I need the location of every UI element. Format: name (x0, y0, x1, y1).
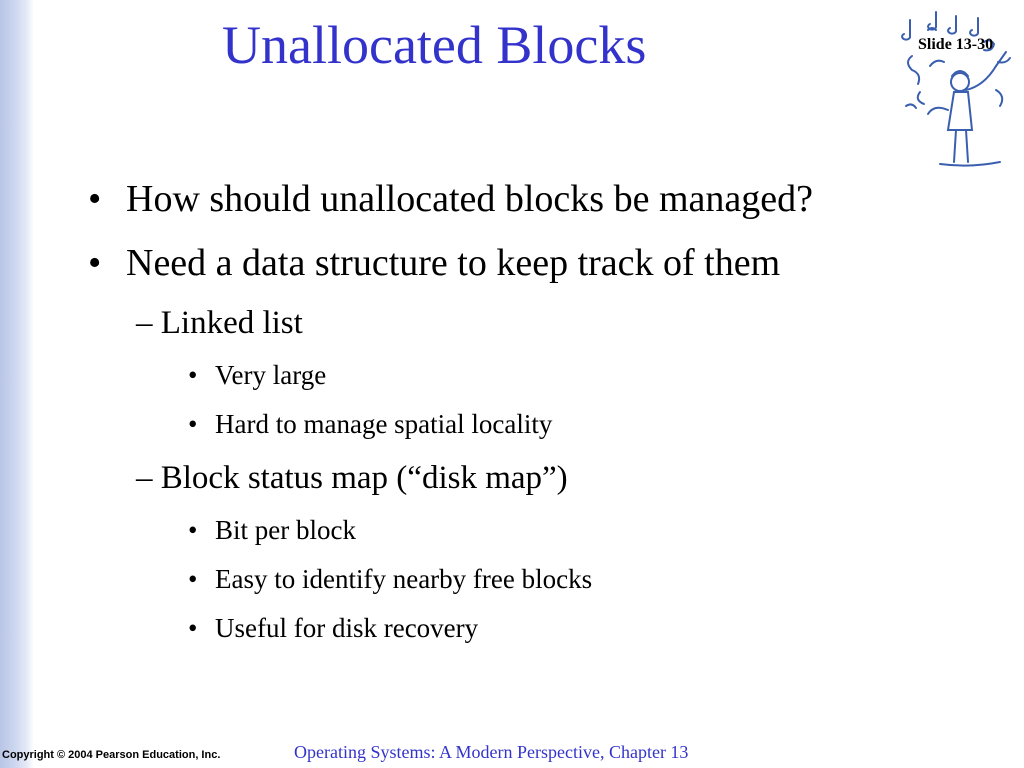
bullet-marker: • (188, 409, 198, 439)
bullet-text: Need a data structure to keep track of them (126, 242, 781, 284)
bullet-text: Very large (215, 360, 327, 390)
slide-title: Unallocated Blocks (222, 15, 647, 75)
bullet-marker: • (188, 515, 198, 545)
copyright-notice: Copyright © 2004 Pearson Education, Inc. (2, 749, 221, 761)
sub-bullet-item: – Block status map (“disk map”) (136, 460, 568, 496)
slide-number: Slide 13-30 (918, 36, 994, 53)
bullet-text: Useful for disk recovery (215, 613, 479, 643)
bullet-text: How should unallocated blocks be managed? (126, 178, 813, 220)
bullet-text: Bit per block (215, 515, 356, 545)
sub-bullet-item: – Linked list (136, 305, 303, 341)
bullet-marker: • (88, 242, 102, 284)
bullet-text: Hard to manage spatial locality (215, 409, 553, 439)
bullet-marker: • (88, 178, 102, 220)
bullet-marker: • (188, 360, 198, 390)
musician-conductor-clipart-icon (900, 6, 1024, 172)
bullet-marker: • (188, 613, 198, 643)
course-footer: Operating Systems: A Modern Perspective, Chapter 13 (294, 742, 689, 762)
bullet-text: Easy to identify nearby free blocks (215, 564, 593, 594)
bullet-marker: • (188, 564, 198, 594)
left-gradient-bar (0, 0, 34, 768)
